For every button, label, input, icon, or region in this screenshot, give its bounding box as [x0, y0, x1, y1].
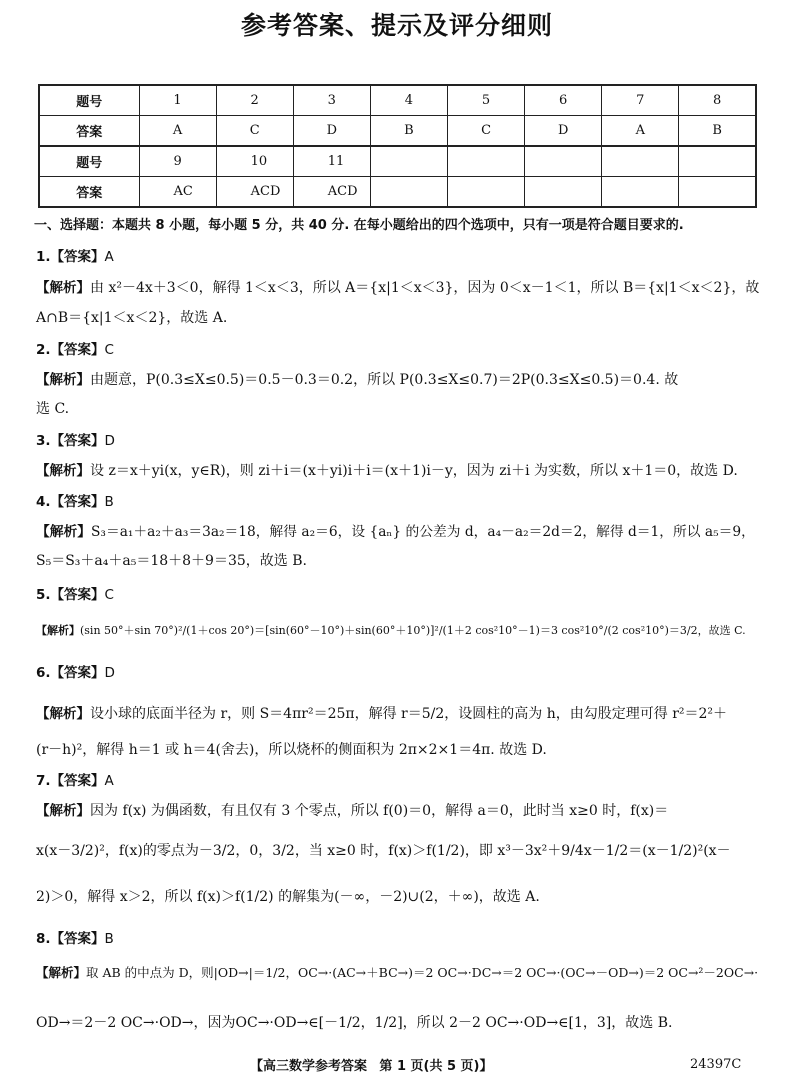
analysis-line: OD→＝2－2 OC→·OD→，因为OC→·OD→∈[－1/2，1/2]，所以 2－2 OC→·OD→∈[1，3]，故选 B.	[36, 1015, 673, 1031]
page-title: 参考答案、提示及评分细则	[240, 11, 553, 40]
table-cell: D	[525, 116, 602, 147]
table-cell: ACD	[293, 177, 370, 208]
analysis-line: A∩B＝{x|1＜x＜2}，故选 A.	[36, 310, 228, 326]
analysis-line: 【解析】取 AB 的中点为 D，则|OD→|＝1/2，OC→·(AC→＋BC→)＝2 OC→·DC→＝2 OC→·(OC→－OD→)＝2 OC→²－2OC→·	[36, 965, 759, 980]
table-cell: B	[370, 116, 447, 147]
question-answer-7: 7.【答案】A	[36, 773, 114, 789]
table-cell-empty	[525, 177, 602, 208]
table-cell: 11	[293, 146, 370, 177]
row-label: 答案	[39, 116, 139, 147]
section-intro: 一、选择题：本题共 8 小题，每小题 5 分，共 40 分. 在每小题给出的四个选项中，只有一项是符合题目要求的.	[34, 218, 684, 233]
analysis-line: (r－h)²，解得 h＝1 或 h＝4(舍去)，所以烧杯的侧面积为 2π×2×1＝4π. 故选 D.	[36, 742, 547, 758]
analysis-line: x(x－3/2)²，f(x)的零点为－3/2，0，3/2，当 x≥0 时，f(x)＞f(1/2)，即 x³－3x²＋9/4x－1/2＝(x－1/2)²(x－	[36, 843, 731, 859]
analysis-line: 【解析】由题意，P(0.3≤X≤0.5)＝0.5－0.3＝0.2，所以 P(0.3≤X≤0.7)＝2P(0.3≤X≤0.5)＝0.4. 故	[36, 372, 679, 388]
page-footer: 【高三数学参考答案 第 1 页(共 5 页)】	[250, 1059, 493, 1074]
question-answer-3: 3.【答案】D	[36, 433, 115, 449]
table-cell-empty	[370, 177, 447, 208]
analysis-line: S₅＝S₃＋a₄＋a₅＝18＋8＋9＝35，故选 B.	[36, 553, 307, 569]
table-cell: C	[216, 116, 293, 147]
table-cell-empty	[602, 177, 679, 208]
analysis-line: 选 C.	[36, 401, 70, 417]
table-cell-empty	[602, 146, 679, 177]
question-answer-2: 2.【答案】C	[36, 342, 114, 358]
table-cell-empty	[448, 146, 525, 177]
table-cell: 8	[679, 85, 756, 116]
question-answer-1: 1.【答案】A	[36, 249, 114, 265]
question-answer-6: 6.【答案】D	[36, 665, 115, 681]
analysis-line: 【解析】S₃＝a₁＋a₂＋a₃＝3a₂＝18，解得 a₂＝6，设 {aₙ} 的公差为 d，a₄－a₂＝2d＝2，解得 d＝1，所以 a₅＝9，	[36, 524, 755, 540]
table-cell: AC	[139, 177, 216, 208]
analysis-line: 【解析】(sin 50°＋sin 70°)²/(1＋cos 20°)＝[sin(60°－10°)＋sin(60°＋10°)]²/(1＋2 cos²10°－1)＝3 cos²10°/(2 cos²10°)＝3/2，故选 C.	[36, 624, 746, 637]
table-row-answers	[39, 116, 756, 147]
table-cell-empty	[525, 146, 602, 177]
answer-table-1	[38, 84, 757, 147]
row-label: 题号	[39, 146, 139, 177]
table-cell: ACD	[216, 177, 293, 208]
table-cell-empty	[370, 146, 447, 177]
table-cell: 1	[139, 85, 216, 116]
table-cell-empty	[679, 146, 756, 177]
question-answer-4: 4.【答案】B	[36, 494, 114, 510]
table-row-numbers	[39, 85, 756, 116]
table-cell: 7	[602, 85, 679, 116]
analysis-line: 2)＞0，解得 x＞2，所以 f(x)＞f(1/2) 的解集为(－∞，－2)∪(2，＋∞)，故选 A.	[36, 889, 540, 905]
table-cell: 4	[370, 85, 447, 116]
table-cell-empty	[679, 177, 756, 208]
table-row-numbers	[39, 146, 756, 177]
document-code: 24397C	[690, 1057, 742, 1072]
analysis-line: 【解析】由 x²－4x＋3＜0，解得 1＜x＜3，所以 A＝{x|1＜x＜3}，因为 0＜x－1＜1，所以 B＝{x|1＜x＜2}，故	[36, 280, 760, 296]
answer-table-2	[38, 145, 757, 208]
analysis-line: 【解析】设 z＝x＋yi(x，y∈R)，则 zi＋i＝(x＋yi)i＋i＝(x＋1)i－y，因为 zi＋i 为实数，所以 x＋1＝0，故选 D.	[36, 463, 738, 479]
table-cell: A	[139, 116, 216, 147]
row-label: 答案	[39, 177, 139, 208]
table-cell: A	[602, 116, 679, 147]
table-row-answers	[39, 177, 756, 208]
table-cell: D	[293, 116, 370, 147]
row-label: 题号	[39, 85, 139, 116]
question-answer-5: 5.【答案】C	[36, 587, 114, 603]
table-cell: 5	[448, 85, 525, 116]
table-cell: 6	[525, 85, 602, 116]
analysis-line: 【解析】因为 f(x) 为偶函数，有且仅有 3 个零点，所以 f(0)＝0，解得 a＝0，此时当 x≥0 时，f(x)＝	[36, 803, 669, 819]
question-answer-8: 8.【答案】B	[36, 931, 114, 947]
analysis-line: 【解析】设小球的底面半径为 r，则 S＝4πr²＝25π，解得 r＝5/2，设圆柱的高为 h，由勾股定理可得 r²＝2²＋	[36, 706, 728, 722]
table-cell: C	[448, 116, 525, 147]
table-cell-empty	[448, 177, 525, 208]
table-cell: 3	[293, 85, 370, 116]
table-cell: 9	[139, 146, 216, 177]
table-cell: 2	[216, 85, 293, 116]
table-cell: 10	[216, 146, 293, 177]
table-cell: B	[679, 116, 756, 147]
